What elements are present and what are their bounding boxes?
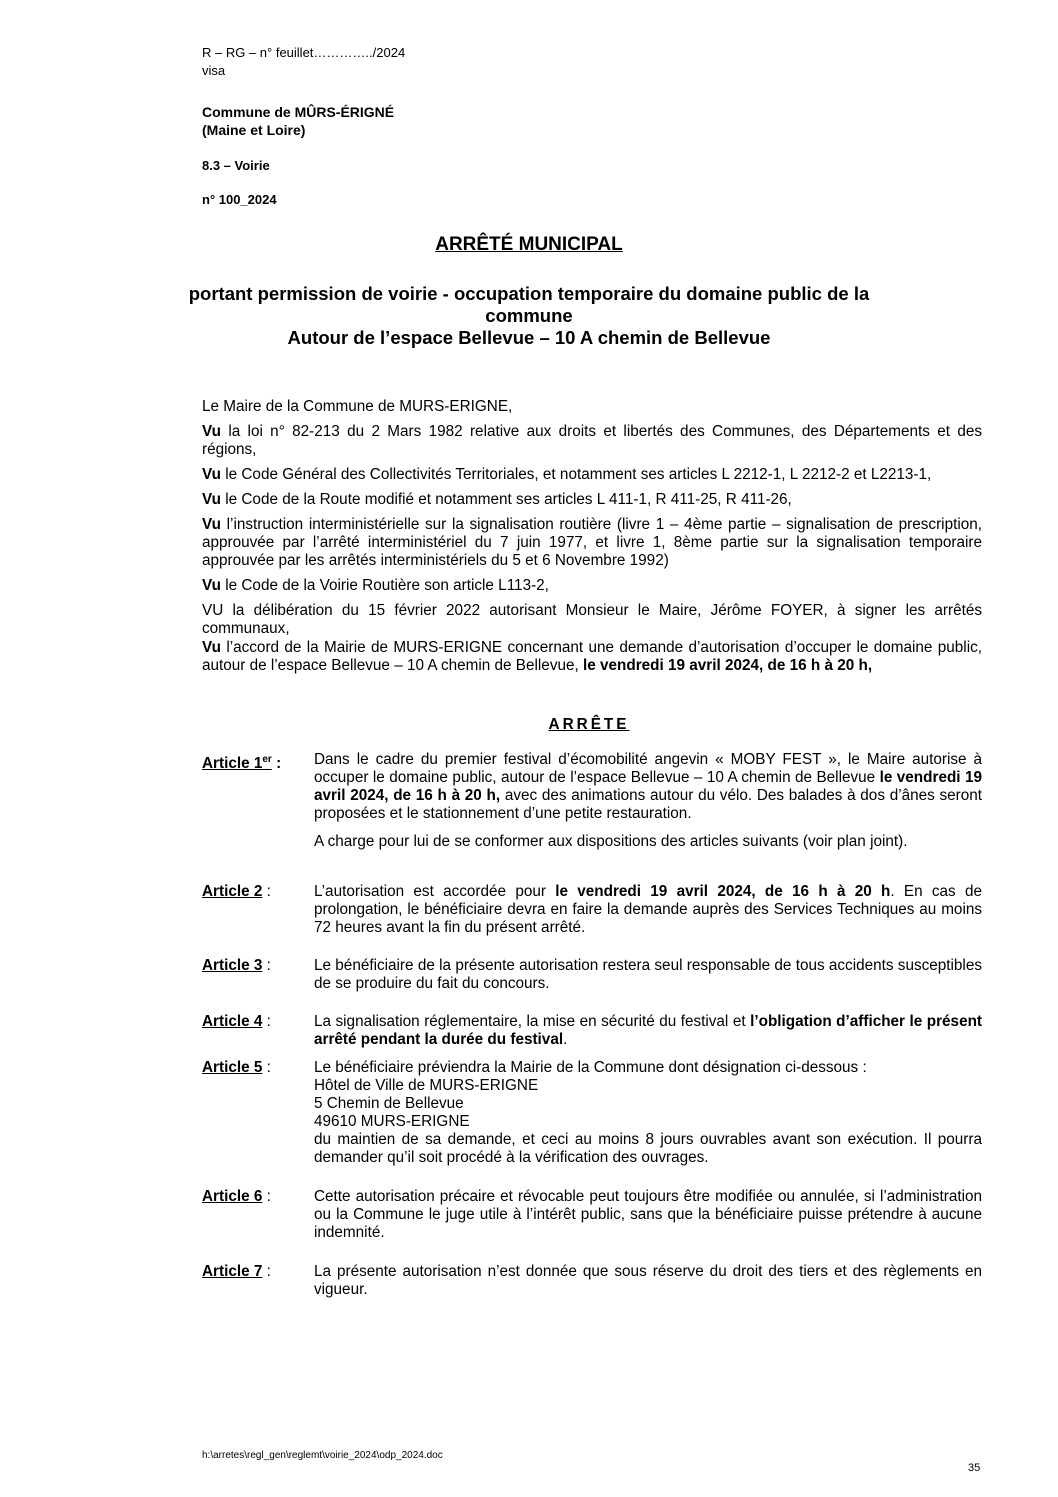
considering-1: Vu la loi n° 82-213 du 2 Mars 1982 relative aux droits et libertés des Communes, des Départements et des régions,: [202, 423, 982, 458]
footer-file-path: h:\arretes\regl_gen\reglemt\voirie_2024\odp_2024.doc: [202, 1450, 443, 1461]
subtitle-line-3: Autour de l’espace Bellevue – 10 A chemin de Bellevue: [287, 327, 771, 348]
decree-title: ARRÊTÉ MUNICIPAL: [435, 234, 623, 255]
preamble-intro: Le Maire de la Commune de MURS-ERIGNE,: [202, 398, 513, 415]
considering-4: Vu l’instruction interministérielle sur la signalisation routière (livre 1 – 4ème partie – signalisation de prescription, approuvée par l’arrêté interministériel du 7 juin 1977, et livre 1, 8ème partie sur la signalisation temporaire approuvée par les arrêtés interministériels du 5 et 6 Novembre 1992): [202, 516, 982, 569]
reference-line: R – RG – n° feuillet…………../2024: [202, 45, 406, 60]
department: (Maine et Loire): [202, 122, 306, 138]
mairie-city: 49610 MURS-ERIGNE: [314, 1113, 470, 1130]
mairie-name: Hôtel de Ville de MURS-ERIGNE: [314, 1077, 539, 1094]
considering-2: Vu le Code Général des Collectivités Territoriales, et notamment ses articles L 2212-1, L 2212-2 et L2213-1,: [202, 466, 932, 483]
article-4-text: La signalisation réglementaire, la mise en sécurité du festival et l’obligation d’afficher le présent arrêté pendant la durée du festival.: [314, 1013, 983, 1048]
article-2-label: Article 2 :: [202, 883, 271, 900]
article-5-label: Article 5 :: [202, 1059, 271, 1076]
article-7-label: Article 7 :: [202, 1263, 271, 1280]
preamble: [202, 398, 982, 675]
article-1-label: Article 1er :: [202, 754, 282, 773]
considering-3: Vu le Code de la Route modifié et notamment ses articles L 411-1, R 411-25, R 411-26,: [202, 491, 792, 508]
article-1-text: [314, 751, 982, 851]
article-3-label: Article 3 :: [202, 957, 271, 974]
subtitle-line-2: commune: [485, 305, 573, 326]
arrete-heading: ARRÊTE: [548, 716, 630, 733]
article-1-para-2: A charge pour lui de se conformer aux dispositions des articles suivants (voir plan joint).: [314, 833, 908, 850]
article-3-text: Le bénéficiaire de la présente autorisation restera seul responsable de tous accidents susceptibles de se produire du fait du concours.: [314, 957, 982, 992]
article-6-text: Cette autorisation précaire et révocable peut toujours être modifiée ou annulée, si l’administration ou la Commune le juge utile à l’intérêt public, sans que la bénéficiaire puisse prétendre à aucune indemnité.: [314, 1188, 982, 1241]
decree-number: n° 100_2024: [202, 192, 277, 207]
article-5-line-1: Le bénéficiaire préviendra la Mairie de la Commune dont désignation ci-dessous :: [314, 1059, 867, 1076]
commune-name: Commune de MÛRS-ÉRIGNÉ: [202, 104, 395, 120]
article-1-para-1: Dans le cadre du premier festival d’écomobilité angevin « MOBY FEST », le Maire autorise à occuper le domaine public, autour de l’espace Bellevue – 10 A chemin de Bellevue le vendredi 19 avril 2024, de 16 h à 20 h, avec des animations autour du vélo. Des balades à dos d’ânes seront proposées et le stationnement d’une petite restauration.: [314, 751, 983, 822]
considering-7: Vu l’accord de la Mairie de MURS-ERIGNE concernant une demande d’autorisation d’occuper le domaine public, autour de l’espace Bellevue – 10 A chemin de Bellevue, le vendredi 19 avril 2024, de 16 h à 20 h,: [202, 639, 982, 674]
subtitle-line-1: portant permission de voirie - occupation temporaire du domaine public de la: [188, 283, 870, 304]
article-5-text: [314, 1059, 982, 1167]
page-number: 35: [968, 1462, 981, 1474]
article-4-label: Article 4 :: [202, 1013, 271, 1030]
article-6-label: Article 6 :: [202, 1188, 271, 1205]
category: 8.3 – Voirie: [202, 158, 270, 173]
article-2-text: L’autorisation est accordée pour le vendredi 19 avril 2024, de 16 h à 20 h. En cas de prolongation, le bénéficiaire devra en faire la demande auprès des Services Techniques au moins 72 heures avant la fin du présent arrêté.: [314, 883, 982, 936]
considering-5: Vu le Code de la Voirie Routière son article L113-2,: [202, 577, 549, 594]
considering-6: VU la délibération du 15 février 2022 autorisant Monsieur le Maire, Jérôme FOYER, à signer les arrêtés communaux,: [202, 602, 982, 637]
article-7-text: La présente autorisation n’est donnée que sous réserve du droit des tiers et des règlements en vigueur.: [314, 1263, 982, 1298]
mairie-street: 5 Chemin de Bellevue: [314, 1095, 464, 1112]
article-5-line-5: du maintien de sa demande, et ceci au moins 8 jours ouvrables avant son exécution. Il pourra demander qu’il soit procédé à la vérification des ouvrages.: [314, 1131, 982, 1166]
visa-label: visa: [202, 63, 226, 78]
